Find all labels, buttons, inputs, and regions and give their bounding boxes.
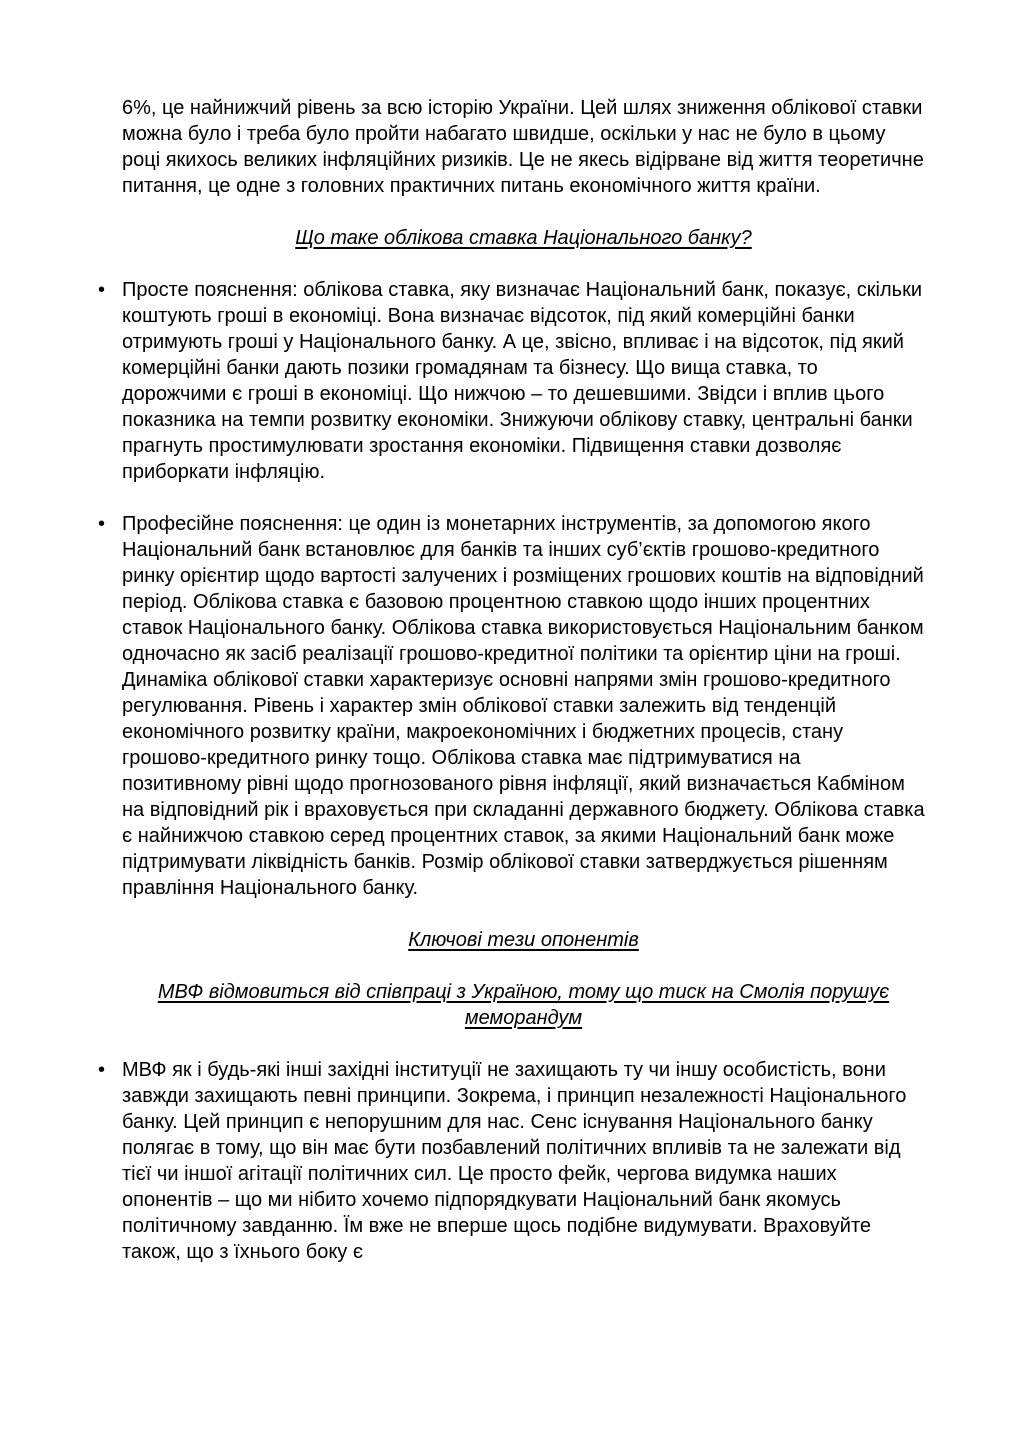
bullet-icon: • xyxy=(98,1059,106,1081)
bullet-text-simple-explanation: Просте пояснення: облікова ставка, яку визначає Національний банк, показує, скільки коштують гроші в економіці. Вона визначає відсоток, під який комерційні банки отримують гроші у Національного банку. А це, звісно, впливає і на відсоток, під який комерційні банки дають позики громадянам та бізнесу. Що вища ставка, то дорожчими є гроші в економіці. Що нижчою – то дешевшими. Звідси і вплив цього показника на темпи розвитку економіки. Знижуючи облікову ставку, центральні банки прагнуть простимулювати зростання економіки. Підвищення ставки дозволяє приборкати інфляцію. xyxy=(122,279,922,483)
bullet-icon: • xyxy=(98,513,106,535)
heading-what-is-discount-rate: Що таке облікова ставка Національного банку? xyxy=(295,227,752,249)
bullet-icon: • xyxy=(98,279,106,301)
list-item-simple-explanation xyxy=(98,277,925,485)
list-item-professional-explanation xyxy=(98,511,925,901)
list-item-imf-argument xyxy=(98,1057,925,1265)
heading-key-theses-of-opponents: Ключові тези опонентів xyxy=(408,929,639,951)
bullet-text-professional-explanation: Професійне пояснення: це один із монетарних інструментів, за допомогою якого Національний банк встановлює для банків та інших суб’єктів грошово-кредитного ринку орієнтир щодо вартості залучених і розміщених грошових коштів на відповідний період. Облікова ставка є базовою процентною ставкою щодо інших процентних ставок Національного банку. Облікова ставка використовується Національним банком одночасно як засіб реалізації грошово-кредитної політики та орієнтир ціни на гроші. Динаміка облікової ставки характеризує основні напрями змін грошово-кредитного регулювання. Рівень і характер змін облікової ставки залежить від тенденцій економічного розвитку країни, макроекономічних і бюджетних процесів, стану грошово-кредитного ринку тощо. Облікова ставка має підтримуватися на позитивному рівні щодо прогнозованого рівня інфляції, який визначається Кабміном на відповідний рік і враховується при складанні державного бюджету. Облікова ставка є найнижчою ставкою серед процентних ставок, за якими Національний банк може підтримувати ліквідність банків. Розмір облікової ставки затверджується рішенням правління Національного банку. xyxy=(122,513,925,899)
intro-paragraph: 6%, це найнижчий рівень за всю історію України. Цей шлях зниження облікової ставки можна було і треба було пройти набагато швидше, оскільки у нас не було в цьому році якихось великих інфляційних ризиків. Це не якесь відірване від життя теоретичне питання, це одне з головних практичних питань економічного життя країни. xyxy=(122,97,924,197)
subheading-imf-cooperation-claim: МВФ відмовиться від співпраці з Україною, тому що тиск на Смолія порушує меморандум xyxy=(157,981,890,1029)
bullet-text-imf-argument: МВФ як і будь-які інші західні інституції не захищають ту чи іншу особистість, вони завжди захищають певні принципи. Зокрема, і принцип незалежності Національного банку. Цей принцип є непорушним для нас. Сенс існування Національного банку полягає в тому, що він має бути позбавлений політичних впливів та не залежати від тієї чи іншої агітації політичних сил. Це просто фейк, чергова видумка наших опонентів – що ми нібито хочемо підпорядкувати Національний банк якомусь політичному завданню. Їм вже не вперше щось подібне видумувати. Враховуйте також, що з їхнього боку є xyxy=(122,1059,907,1263)
